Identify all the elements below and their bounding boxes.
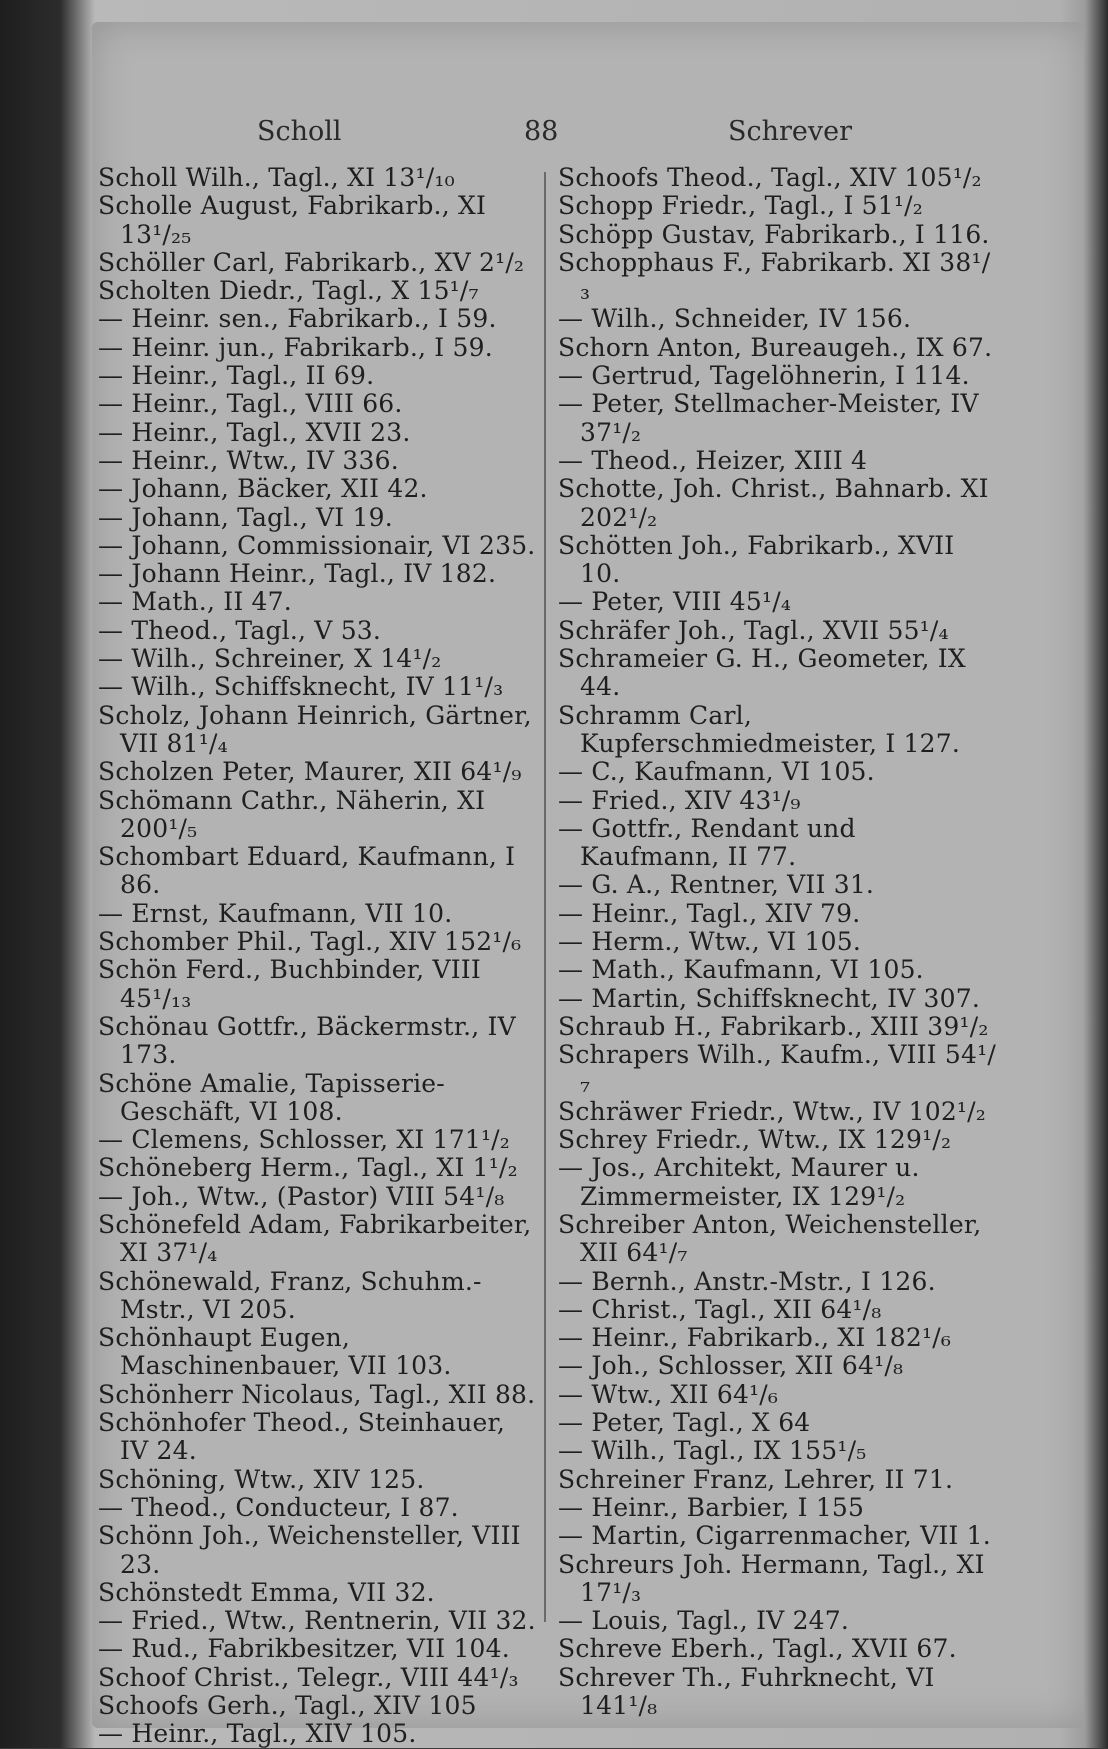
directory-entry: — Ernst, Kaufmann, VII 10.	[98, 898, 453, 928]
directory-entry: — Joh., Wtw., (Pastor) VIII 54¹/₈	[98, 1181, 505, 1211]
directory-entry: — C., Kaufmann, VI 105.	[558, 757, 875, 787]
directory-entry: Schötten Joh., Fabrikarb., XVII 10.	[558, 530, 955, 589]
directory-entry: — Johann Heinr., Tagl., IV 182.	[98, 559, 497, 589]
directory-entry: Scholten Diedr., Tagl., X 15¹/₇	[98, 276, 479, 306]
directory-entry: Schoof Christ., Telegr., VIII 44¹/₃	[98, 1662, 519, 1692]
directory-page	[92, 22, 1084, 1749]
directory-entry: Scholl Wilh., Tagl., XI 13¹/₁₀	[98, 163, 455, 192]
directory-entry: — Heinr., Barbier, I 155	[558, 1492, 865, 1522]
directory-entry: — Peter, VIII 45¹/₄	[558, 587, 792, 617]
directory-entry: Schräwer Friedr., Wtw., IV 102¹/₂	[558, 1096, 986, 1126]
left-column	[98, 164, 538, 1749]
directory-entry: — Fried., XIV 43¹/₉	[558, 785, 801, 815]
directory-entry: — Wilh., Tagl., IX 155¹/₅	[558, 1436, 867, 1466]
directory-entry: Schöpp Gustav, Fabrikarb., I 116.	[558, 219, 990, 249]
directory-entry: — Peter, Stellmacher-Meister, IV 37¹/₂	[558, 389, 979, 447]
directory-entry: — Heinr., Wtw., IV 336.	[98, 445, 399, 475]
directory-entry: Schönewald, Franz, Schuhm.-Mstr., VI 205.	[98, 1266, 482, 1324]
column-divider	[544, 172, 546, 1622]
directory-entry: — Heinr., Fabrikarb., XI 182¹/₆	[558, 1323, 952, 1353]
directory-entry: — Math., II 47.	[98, 587, 292, 617]
directory-entry: — G. A., Rentner, VII 31.	[558, 870, 875, 900]
directory-entry: Schönau Gottfr., Bäckermstr., IV 173.	[98, 1011, 516, 1070]
directory-entry: Schönstedt Emma, VII 32.	[98, 1577, 435, 1607]
directory-entry: — Heinr. sen., Fabrikarb., I 59.	[98, 304, 497, 334]
directory-entry: — Herm., Wtw., VI 105.	[558, 927, 861, 957]
directory-entry: — Heinr., Tagl., XIV 79.	[558, 898, 861, 928]
directory-entry: Schopphaus F., Fabrikarb. XI 38¹/₃	[558, 247, 991, 306]
directory-entry: Schraub H., Fabrikarb., XIII 39¹/₂	[558, 1011, 989, 1041]
directory-entry: Schomber Phil., Tagl., XIV 152¹/₆	[98, 927, 522, 957]
directory-entry: — Martin, Cigarrenmacher, VII 1.	[558, 1521, 991, 1551]
directory-entry: — Rud., Fabrikbesitzer, VII 104.	[98, 1634, 510, 1664]
directory-entry: Schönn Joh., Weichensteller, VIII 23.	[98, 1521, 521, 1579]
directory-entry: — Wilh., Schreiner, X 14¹/₂	[98, 644, 442, 674]
directory-entry: — Math., Kaufmann, VI 105.	[558, 955, 924, 985]
directory-entry: Scholzen Peter, Maurer, XII 64¹/₉	[98, 757, 522, 787]
directory-entry: — Heinr., Tagl., VIII 66.	[98, 389, 403, 419]
directory-entry: Schombart Eduard, Kaufmann, I 86.	[98, 842, 516, 900]
directory-entry: — Gottfr., Rendant und Kaufmann, II 77.	[558, 813, 856, 872]
directory-entry: — Wilh., Schiffsknecht, IV 11¹/₃	[98, 672, 504, 702]
directory-entry: — Gertrud, Tagelöhnerin, I 114.	[558, 361, 970, 391]
directory-entry: Schreve Eberh., Tagl., XVII 67.	[558, 1634, 957, 1664]
directory-entry: Schräfer Joh., Tagl., XVII 55¹/₄	[558, 615, 949, 645]
directory-entry: Schreurs Joh. Hermann, Tagl., XI 17¹/₃	[558, 1549, 985, 1607]
directory-entry: — Heinr. jun., Fabrikarb., I 59.	[98, 332, 493, 362]
directory-entry: — Martin, Schiffsknecht, IV 307.	[558, 983, 981, 1013]
directory-entry: — Johann, Bäcker, XII 42.	[98, 474, 428, 504]
directory-entry: Schönhofer Theod., Steinhauer, IV 24.	[98, 1408, 506, 1466]
directory-entry: Schöning, Wtw., XIV 125.	[98, 1464, 425, 1494]
right-column	[558, 164, 998, 1720]
directory-entry: Schreiber Anton, Weichensteller, XII 64¹/₇	[558, 1209, 982, 1268]
directory-entry: Schorn Anton, Bureaugeh., IX 67.	[558, 332, 993, 362]
directory-entry: — Joh., Schlosser, XII 64¹/₈	[558, 1351, 904, 1381]
directory-entry: Schömann Cathr., Näherin, XI 200¹/₅	[98, 785, 486, 843]
directory-entry: Schopp Friedr., Tagl., I 51¹/₂	[558, 191, 923, 221]
directory-entry: — Fried., Wtw., Rentnerin, VII 32.	[98, 1606, 536, 1636]
directory-entry: Schrapers Wilh., Kaufm., VIII 54¹/₇	[558, 1040, 996, 1098]
directory-entry: — Theod., Tagl., V 53.	[98, 615, 382, 645]
directory-entry: Schöne Amalie, Tapisserie-Geschäft, VI 108.	[98, 1068, 445, 1126]
directory-entry: Schramm Carl, Kupferschmiedmeister, I 127.	[558, 700, 961, 758]
directory-entry: Schoofs Theod., Tagl., XIV 105¹/₂	[558, 163, 982, 192]
directory-entry: — Louis, Tagl., IV 247.	[558, 1606, 850, 1636]
directory-entry: Schreiner Franz, Lehrer, II 71.	[558, 1464, 954, 1494]
directory-entry: Schoofs Gerh., Tagl., XIV 105	[98, 1691, 477, 1721]
page-number: 88	[524, 116, 559, 147]
directory-entry: Schönefeld Adam, Fabrikarbeiter, XI 37¹/₄	[98, 1209, 532, 1268]
directory-entry: — Heinr., Tagl., XVII 23.	[98, 417, 411, 447]
directory-entry: — Wtw., XII 64¹/₆	[558, 1379, 779, 1409]
directory-entry: — Theod., Conducteur, I 87.	[98, 1492, 459, 1522]
directory-entry: Scholle August, Fabrikarb., XI 13¹/₂₅	[98, 191, 487, 249]
directory-entry: Schöller Carl, Fabrikarb., XV 2¹/₂	[98, 247, 525, 277]
directory-entry: Schönherr Nicolaus, Tagl., XII 88.	[98, 1379, 536, 1409]
directory-entry: Schrever Th., Fuhrknecht, VI 141¹/₈	[558, 1662, 935, 1721]
directory-entry: Schrey Friedr., Wtw., IX 129¹/₂	[558, 1125, 952, 1155]
directory-entry: Schön Ferd., Buchbinder, VIII 45¹/₁₃	[98, 955, 481, 1013]
directory-entry: — Heinr., Tagl., XIV 105.	[98, 1719, 417, 1749]
directory-entry: Schotte, Joh. Christ., Bahnarb. XI 202¹/₂	[558, 474, 989, 532]
directory-entry: — Bernh., Anstr.-Mstr., I 126.	[558, 1266, 936, 1296]
directory-entry: — Johann, Commissionair, VI 235.	[98, 530, 536, 560]
directory-entry: Schöneberg Herm., Tagl., XI 1¹/₂	[98, 1153, 518, 1183]
page-header	[92, 116, 1084, 156]
running-head-right: Schrever	[728, 116, 853, 147]
directory-entry: Schönhaupt Eugen, Maschinenbauer, VII 103.	[98, 1323, 452, 1381]
directory-entry: — Wilh., Schneider, IV 156.	[558, 304, 912, 334]
directory-entry: — Heinr., Tagl., II 69.	[98, 361, 375, 391]
directory-entry: — Johann, Tagl., VI 19.	[98, 502, 393, 532]
directory-entry: — Theod., Heizer, XIII 4	[558, 445, 868, 475]
running-head-left: Scholl	[257, 116, 342, 147]
directory-entry: — Clemens, Schlosser, XI 171¹/₂	[98, 1125, 511, 1155]
directory-entry: Scholz, Johann Heinrich, Gärtner, VII 81¹/₄	[98, 700, 532, 758]
directory-entry: — Jos., Architekt, Maurer u. Zimmermeister, IX 129¹/₂	[558, 1153, 920, 1211]
directory-entry: — Christ., Tagl., XII 64¹/₈	[558, 1294, 882, 1324]
directory-entry: — Peter, Tagl., X 64	[558, 1408, 811, 1438]
directory-entry: Schrameier G. H., Geometer, IX 44.	[558, 644, 966, 702]
